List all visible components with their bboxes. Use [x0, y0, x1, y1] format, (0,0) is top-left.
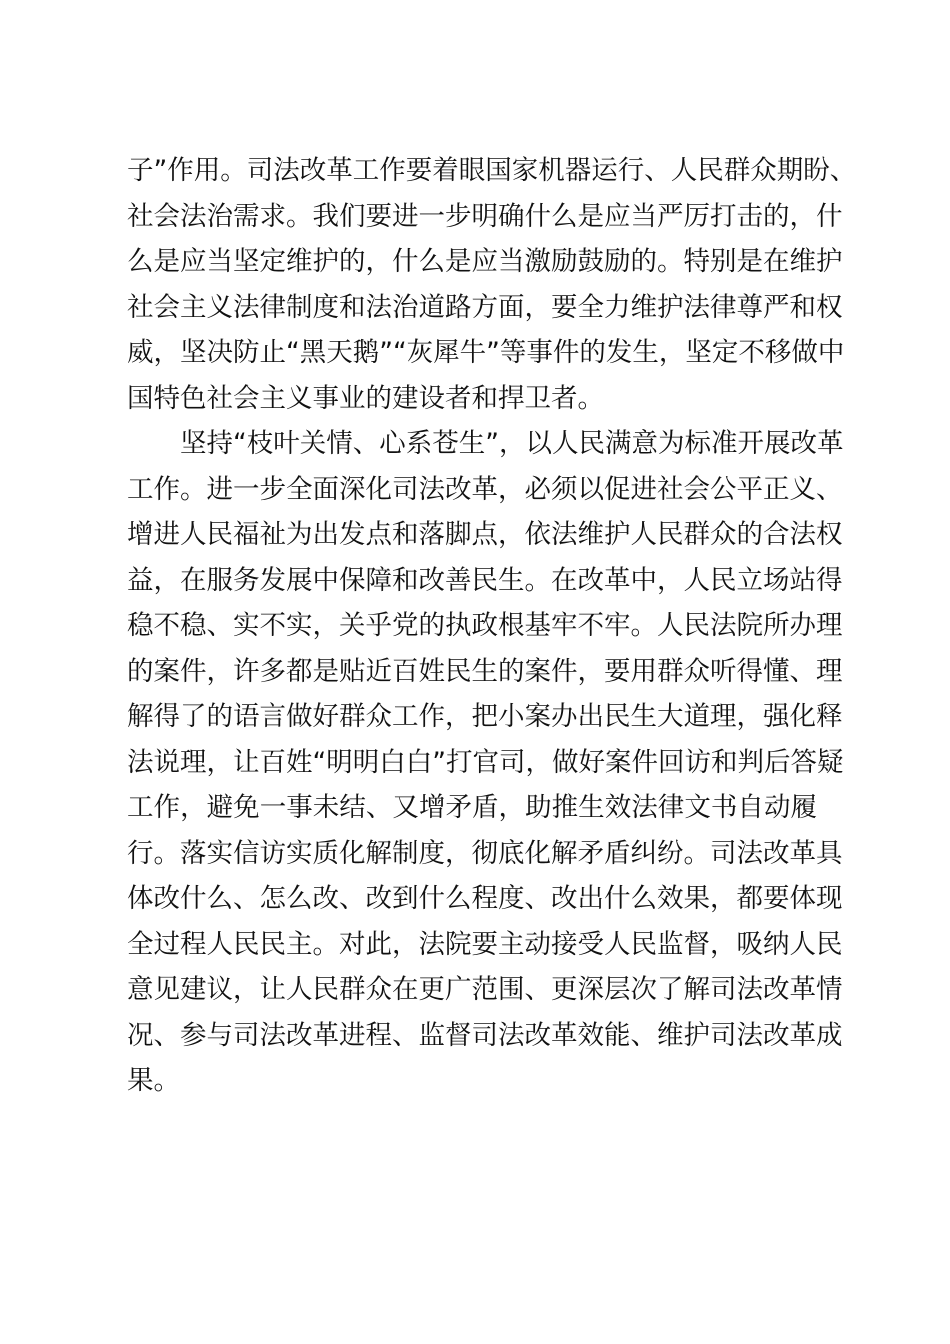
paragraph-line: 解得了的语言做好群众工作，把小案办出民生大道理，强化释: [127, 701, 843, 732]
paragraph-line: 益，在服务发展中保障和改善民生。在改革中，人民立场站得: [127, 564, 843, 596]
paragraph-line: 况、参与司法改革进程、监督司法改革效能、维护司法改革成: [127, 1019, 843, 1051]
paragraph-line: 子”作用。司法改革工作要着眼国家机器运行、人民群众期盼、: [127, 155, 857, 186]
paragraph-line: 法说理，让百姓“明明白白”打官司，做好案件回访和判后答疑: [127, 746, 844, 778]
paragraph-line: 国特色社会主义事业的建设者和捍卫者。: [127, 382, 604, 414]
paragraph-line: 工作，避免一事未结、又增矛盾，助推生效法律文书自动履: [127, 792, 817, 823]
paragraph-line: 体改什么、怎么改、改到什么程度、改出什么效果，都要体现: [127, 883, 843, 914]
paragraph-line: 社会主义法律制度和法治道路方面，要全力维护法律尊严和权: [127, 291, 843, 323]
paragraph-2: [127, 421, 844, 1104]
paragraph-line: 稳不稳、实不实，关乎党的执政根基牢不牢。人民法院所办理: [127, 610, 843, 641]
paragraph-line: 行。落实信访实质化解制度，彻底化解矛盾纠纷。司法改革具: [127, 837, 843, 869]
paragraph-line: 果。: [127, 1065, 180, 1096]
paragraph-1: [127, 148, 857, 421]
paragraph-line: 工作。进一步全面深化司法改革，必须以促进社会公平正义、: [127, 473, 843, 505]
paragraph-line: 么是应当坚定维护的，什么是应当激励鼓励的。特别是在维护: [127, 246, 843, 277]
paragraph-line: 增进人民福祉为出发点和落脚点，依法维护人民群众的合法权: [127, 519, 843, 550]
paragraph-line: 坚持“枝叶关情、心系苍生”，以人民满意为标准开展改革: [180, 428, 844, 459]
paragraph-line: 意见建议，让人民群众在更广范围、更深层次了解司法改革情: [127, 974, 843, 1005]
paragraph-line: 全过程人民民主。对此，法院要主动接受人民监督，吸纳人民: [127, 928, 843, 960]
paragraph-line: 威，坚决防止“黑天鹅”“灰犀牛”等事件的发生，坚定不移做中: [127, 337, 845, 368]
body-text: [127, 148, 857, 1104]
paragraph-line: 的案件，许多都是贴近百姓民生的案件，要用群众听得懂、理: [127, 655, 843, 687]
paragraph-line: 社会法治需求。我们要进一步明确什么是应当严厉打击的，什: [127, 200, 843, 232]
